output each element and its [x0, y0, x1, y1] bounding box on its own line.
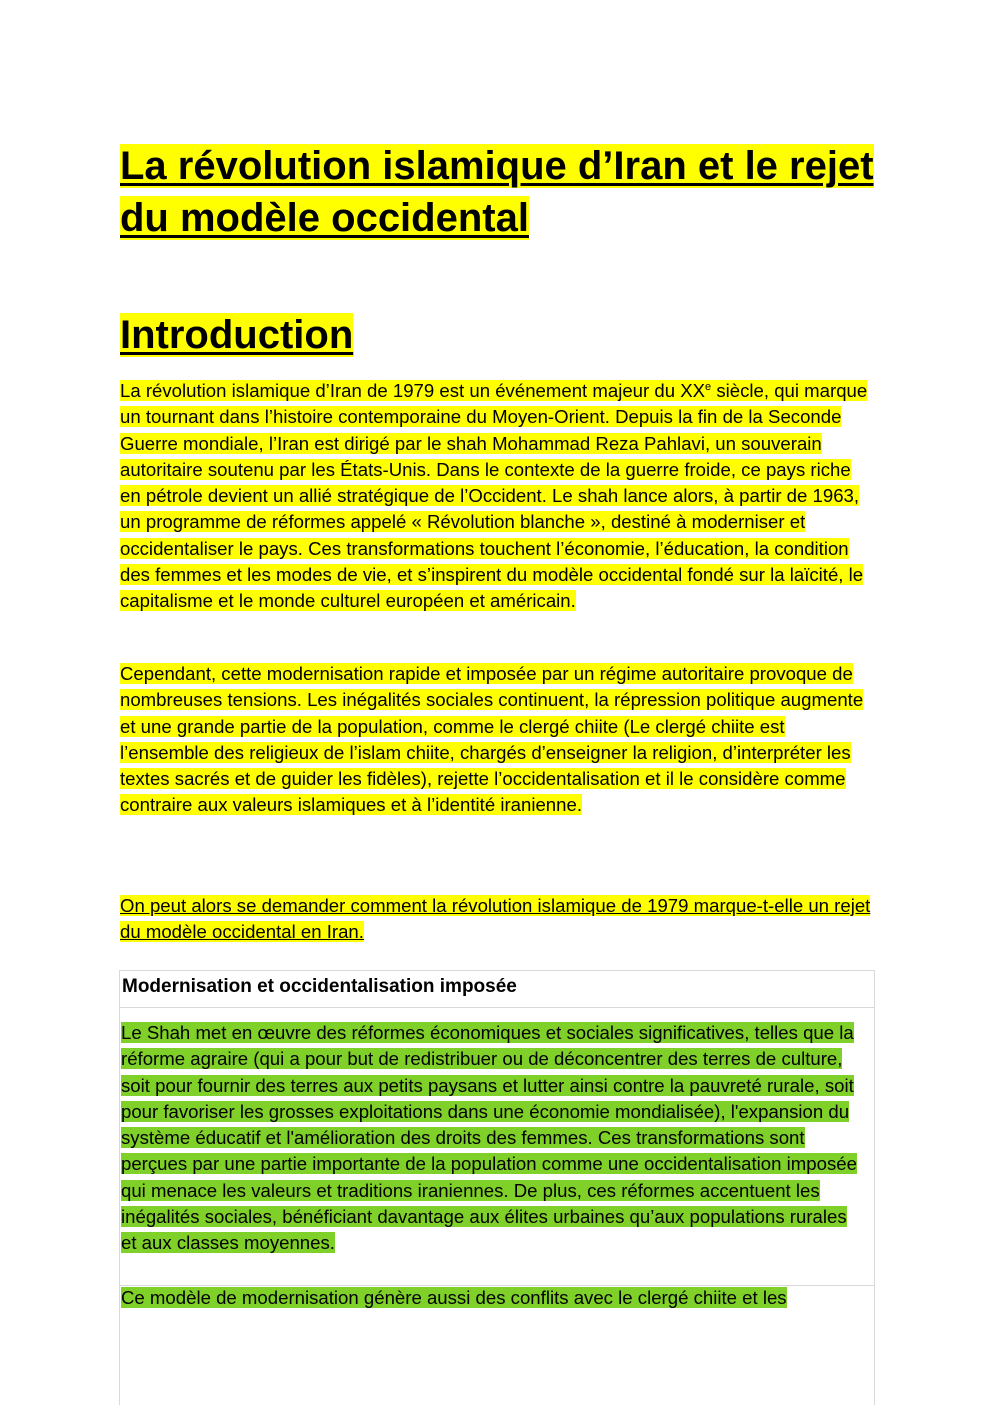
document-title	[120, 140, 880, 244]
document-title-text: La révolution islamique d’Iran et le rejet du modèle occidental	[120, 144, 874, 240]
problematique	[120, 893, 875, 946]
section-heading: Modernisation et occidentalisation imposée	[122, 976, 517, 997]
section-body	[121, 1020, 866, 1257]
problematique-text: On peut alors se demander comment la révolution islamique de 1979 marque-t-elle un rejet du modèle occidental en Iran.	[120, 895, 871, 943]
section-table	[119, 970, 875, 1405]
intro-paragraph-2-text: Cependant, cette modernisation rapide et imposée par un régime autoritaire provoque de nombreuses tensions. Les inégalités sociales continuent, la répression politique augmente et une grande partie de la population, comme le clergé chiite (Le clergé chiite est l’ensemble des religieux de l’islam chiite, chargés d’enseigner la religion, d’interpréter les textes sacrés et de guider les fidèles), rejette l’occidentalisation et il le considère comme contraire aux valeurs islamiques et à l’identité iranienne.	[120, 663, 864, 816]
section-body-text: Le Shah met en œuvre des réformes économiques et sociales significatives, telles que la réforme agraire (qui a pour but de redistribuer ou de déconcentrer des terres de culture, soit pour fournir des terres aux petits paysans et lutter ainsi contre la pauvreté rurale, soit pour favoriser les grosses exploitations dans une économie mondialisée), l'expansion du système éducatif et l'amélioration des droits des femmes. Ces transformations sont perçues par une partie importante de la population comme une occidentalisation imposée qui menace les valeurs et traditions iraniennes. De plus, ces réformes accentuent les inégalités sociales, bénéficiant davantage aux élites urbaines qu’aux populations rurales et aux classes moyennes.	[121, 1022, 857, 1254]
intro-heading-text: Introduction	[120, 313, 354, 357]
section-body-continued-text: Ce modèle de modernisation génère aussi des conflits avec le clergé chiite et les	[121, 1287, 787, 1308]
section-table-header	[120, 971, 874, 1008]
intro-paragraph-2	[120, 661, 875, 819]
intro-heading	[120, 310, 353, 360]
century-superscript: e	[705, 381, 712, 393]
intro-paragraph-1-part-a: La révolution islamique d’Iran de 1979 est un événement majeur du XX	[120, 380, 706, 401]
section-body-continued	[121, 1285, 866, 1311]
intro-paragraph-1-part-b: siècle, qui marque un tournant dans l’histoire contemporaine du Moyen-Orient. Depuis la fin de la Seconde Guerre mondiale, l’Iran est dirigé par le shah Mohammad Reza Pahlavi, un souverain autoritaire soutenu par les États-Unis. Dans le contexte de la guerre froide, ce pays riche en pétrole devient un allié stratégique de l’Occident. Le shah lance alors, à partir de 1963, un programme de réformes appelé « Révolution blanche », destiné à moderniser et occidentaliser le pays. Ces transformations touchent l’économie, l’éducation, la condition des femmes et les modes de vie, et s’inspirent du modèle occidental fondé sur la laïcité, le capitalisme et le monde culturel européen et américain.	[120, 380, 868, 612]
intro-paragraph-1	[120, 378, 875, 615]
